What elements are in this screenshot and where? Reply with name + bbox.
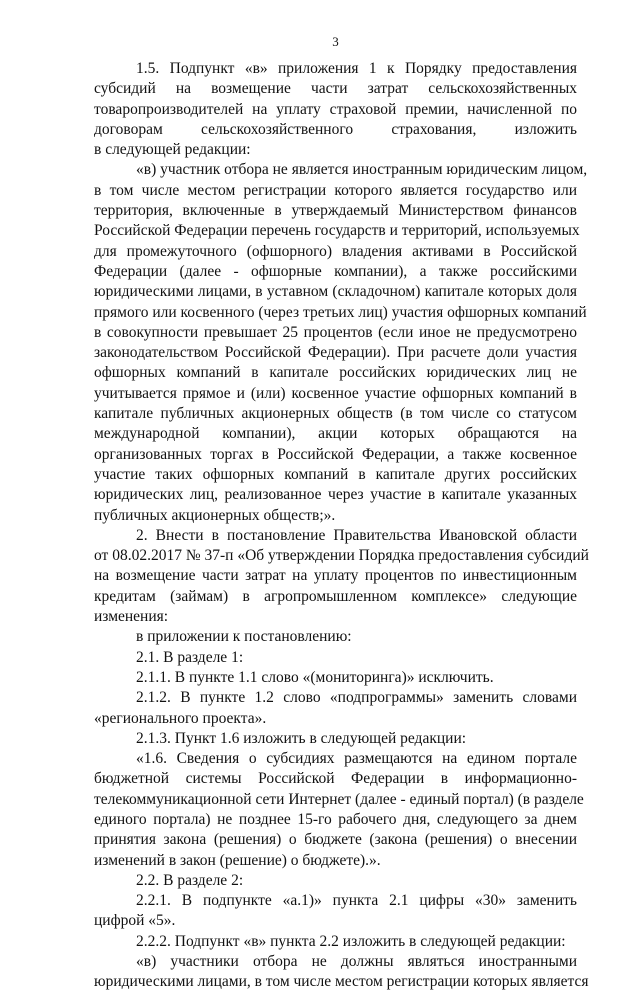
text-line: 2. Внести в постановление Правительства Ивановской области (136, 526, 577, 544)
text-line: законодательством Российской Федерации). При расчете доли участия (94, 344, 577, 362)
text-line: публичных акционерных обществ;». (94, 506, 336, 524)
text-line: в следующей редакции: (94, 141, 251, 159)
text-line: территория, включенные в утверждаемый Министерством финансов (94, 202, 577, 220)
text-line: участие таких офшорных компаний в капитале других российских (94, 465, 577, 483)
text-line: «регионального проекта». (94, 709, 267, 727)
text-line: международной компании), акции которых обращаются на (94, 425, 577, 443)
text-line: юридическими лицами, в уставном (складочном) капитале которых доля (94, 283, 577, 301)
text-line: «в) участники отбора не должны являться иностранными (136, 953, 577, 971)
text-line: «в) участник отбора не является иностранным юридическим лицом, (136, 161, 588, 179)
text-line: юридическими лицами, в том числе местом регистрации которых является (94, 973, 589, 991)
text-line: кредитам (займам) в агропромышленном комплексе» следующие (94, 587, 577, 605)
text-line: принятия закона (решения) о бюджете (закона (решения) о внесении (94, 831, 577, 849)
text-line: договорам сельскохозяйственного страхования, изложить (94, 120, 577, 138)
text-line: Российской Федерации перечень государств и территорий, используемых (94, 222, 580, 240)
text-line: в том числе местом регистрации которого является государство или (94, 181, 577, 199)
text-line: бюджетной системы Российской Федерации в информационно- (94, 770, 577, 788)
text-line: 2.1.1. В пункте 1.1 слово «(мониторинга)» исключить. (136, 668, 494, 686)
text-line: организованных торгах в Российской Федерации, а также косвенное (94, 445, 577, 463)
text-line: единого портала) не позднее 15-го рабочего дня, следующего за днем (94, 810, 577, 828)
text-line: изменений в закон (решение) о бюджете).». (94, 851, 381, 869)
text-line: товаропроизводителей на уплату страховой премии, начисленной по (94, 100, 577, 118)
text-line: капитале публичных акционерных обществ (в том числе со статусом (94, 405, 577, 423)
text-line: в приложении к постановлению: (136, 628, 352, 646)
text-line: 2.1.2. В пункте 1.2 слово «подпрограммы» заменить словами (136, 689, 577, 707)
text-line: цифрой «5». (94, 912, 176, 930)
text-line: субсидий на возмещение части затрат сельскохозяйственных (94, 80, 577, 98)
text-line: 1.5. Подпункт «в» приложения 1 к Порядку предоставления (136, 60, 577, 77)
text-line: 2.2.1. В подпункте «а.1)» пункта 2.1 цифры «30» заменить (136, 892, 577, 910)
text-line: 2.2.2. Подпункт «в» пункта 2.2 изложить в следующей редакции: (136, 932, 566, 950)
text-line: телекоммуникационной сети Интернет (далее - единый портал) (в разделе (94, 790, 584, 808)
text-line: 2.1. В разделе 1: (136, 648, 244, 666)
text-line: «1.6. Сведения о субсидиях размещаются на едином портале (136, 750, 577, 768)
text-line: 2.1.3. Пункт 1.6 изложить в следующей редакции: (136, 729, 467, 747)
text-line: Федерации (далее - офшорные компании), а также российскими (94, 262, 577, 280)
text-line: в совокупности превышает 25 процентов (если иное не предусмотрено (94, 323, 577, 341)
page-number: 3 (332, 34, 339, 49)
text-line: на возмещение части затрат на уплату процентов по инвестиционным (94, 567, 577, 585)
text-line: учитывается прямое и (или) косвенное участие офшорных компаний в (94, 384, 577, 402)
text-line: юридических лиц, реализованное через участие в капитале указанных (94, 486, 577, 504)
text-line: офшорных компаний в капитале российских юридических лиц не (94, 364, 577, 382)
text-line: для промежуточного (офшорного) владения активами в Российской (94, 242, 577, 260)
text-line: прямого или косвенного (через третьих лиц) участия офшорных компаний (94, 303, 587, 321)
text-line: от 08.02.2017 № 37-п «Об утверждении Порядка предоставления субсидий (94, 547, 589, 565)
text-line: изменения: (94, 608, 169, 626)
text-line: 2.2. В разделе 2: (136, 871, 244, 889)
document-body (94, 59, 589, 993)
